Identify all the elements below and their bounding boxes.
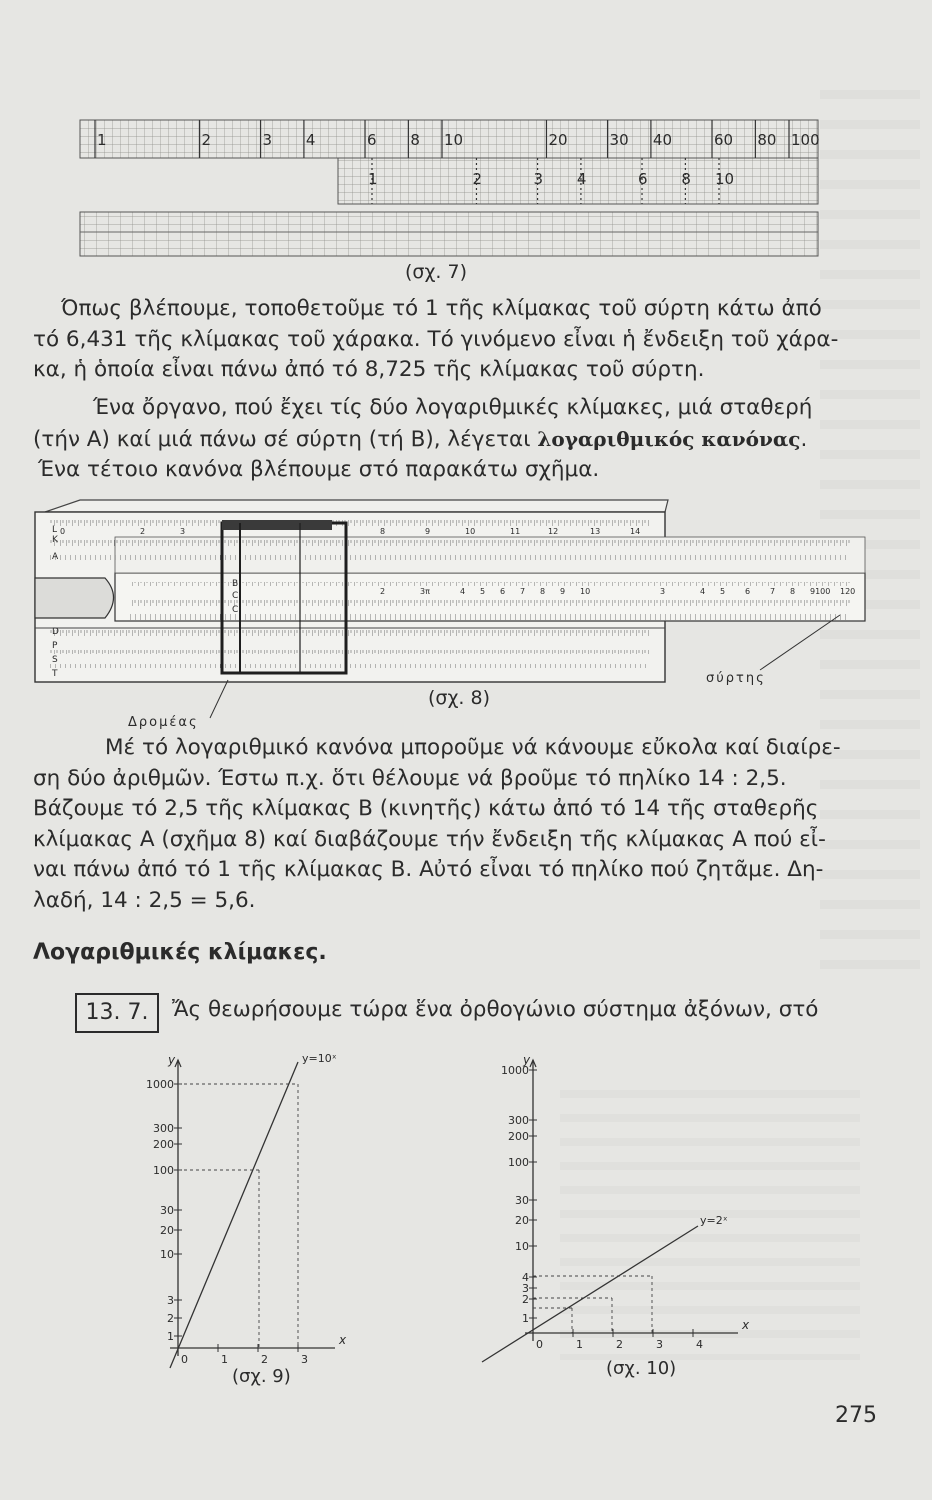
svg-text:120: 120 [840,587,856,596]
svg-text:8: 8 [380,527,386,536]
svg-text:7: 7 [520,587,526,596]
y-tick-label: 1 [522,1312,529,1325]
svg-text:10: 10 [465,527,476,536]
x-tick-label: 3 [656,1338,663,1351]
svg-text:5: 5 [720,587,726,596]
p1-line-1: Όπως βλέπουμε, τοποθετοῦμε τό 1 τῆς κλίμακας τοῦ σύρτη κάτω ἀπό [61,296,822,321]
y-tick-label: 300 [508,1114,529,1127]
p2-line-1: Ένα ὄργανο, πού ἔχει τίς δύο λογαριθμικές κλίμακες, μιά σταθερή [93,395,813,420]
p3-line-4: κλίμακας Α (σχῆμα 8) καί διαβάζουμε τήν ἔνδειξη τῆς κλίμακας Α πού εἶ- [33,826,826,852]
svg-text:12: 12 [548,527,559,536]
x-axis-label: x [339,1333,347,1347]
y-tick-label: 1000 [146,1078,174,1091]
p1-line-2: τό 6,431 τῆς κλίμακας τοῦ χάρακα. Τό γινόμενο εἶναι ἡ ἔνδειξη τοῦ χάρα- [33,326,839,352]
fig10-caption: (σχ. 10) [606,1358,677,1379]
fig7-upper-label: 60 [714,131,734,149]
fig7-lower-label: 3 [533,170,544,188]
p3-line-2: ση δύο ἀριθμῶν. Έστω π.χ. ὅτι θέλουμε νά βροῦμε τό πηλίκο 14 : 2,5. [33,765,787,791]
scale-letter: A [52,552,59,562]
figure-7 [0,0,932,290]
function-label: y=10ˣ [302,1052,337,1065]
y-tick-label: 300 [153,1122,174,1135]
fig7-upper-label: 40 [652,131,673,149]
fig7-upper-label: 2 [201,131,212,149]
x-tick-label: 0 [181,1353,188,1366]
svg-text:9100: 9100 [810,587,831,596]
x-tick-label: 3 [301,1353,308,1366]
fig7-caption: (σχ. 7) [405,261,468,283]
p2-line-2-pre: (τήν Α) καί μιά πάνω σέ σύρτη (τή Β), λέγεται [33,426,538,452]
fig7-upper-label: 1 [97,131,107,149]
fig7-upper-label: 3 [262,131,273,149]
y-axis-label: y [168,1053,176,1067]
scale-letter: B [232,579,239,589]
term-slide-rule: λογαριθμικός κανόνας [537,426,801,451]
fig7-lower-label: 8 [681,170,691,188]
y-tick-label: 200 [153,1138,174,1151]
svg-text:8: 8 [790,587,796,596]
y-tick-label: 10 [160,1248,174,1261]
fig7-upper-label: 8 [410,131,420,149]
svg-text:10: 10 [580,587,591,596]
svg-text:3π: 3π [420,587,430,596]
fig7-upper-label: 4 [305,131,316,149]
figure-8 [0,490,932,740]
svg-text:5: 5 [480,587,486,596]
function-line [170,1062,298,1368]
fig7-upper-label: 100 [791,131,820,149]
fig7-upper-label: 20 [548,131,568,149]
y-tick-label: 4 [522,1271,529,1284]
p2-line-3: Ένα τέτοιο κανόνα βλέπουμε στό παρακάτω σχῆμα. [38,457,600,482]
y-tick-label: 30 [515,1194,529,1207]
y-tick-label: 10 [515,1240,529,1253]
label-slide: σύρτης [706,671,766,686]
paragraph-3 [33,733,863,916]
svg-text:7: 7 [770,587,776,596]
svg-text:13: 13 [590,527,601,536]
section-heading: Λογαριθμικές κλίμακες. [33,940,327,965]
label-runner: Δρομέας [128,715,199,730]
svg-text:4: 4 [460,587,466,596]
p3-line-5: ναι πάνω ἀπό τό 1 τῆς κλίμακας Β. Αὐτό εἶναι τό πηλίκο πού ζητᾶμε. Δη- [33,857,824,882]
p3-line-3: Βάζουμε τό 2,5 τῆς κλίμακας Β (κινητῆς) κάτω ἀπό τό 14 τῆς σταθερῆς [33,796,819,821]
svg-text:0: 0 [60,527,66,536]
fig7-upper-label: 30 [609,131,629,149]
fig7-lower-label: 4 [576,170,587,188]
section-number-box: 13. 7. [75,993,159,1033]
svg-text:6: 6 [745,587,751,596]
y-tick-label: 1000 [501,1064,529,1077]
fig9-caption: (σχ. 9) [232,1366,291,1387]
fig7-lower-label: 6 [638,170,648,188]
p1-line-3: κα, ἡ ὁποία εἶναι πάνω ἀπό τό 8,725 τῆς κλίμακας τοῦ σύρτη. [33,357,705,382]
page-number: 275 [835,1403,877,1428]
x-axis-label: x [742,1318,750,1332]
scale-letter: L [52,525,58,535]
slide-leader-line [760,615,840,670]
y-tick-label: 200 [508,1130,529,1143]
x-tick-label: 1 [576,1338,583,1351]
figure-10 [470,1040,770,1400]
svg-text:11: 11 [510,527,521,536]
scale-letter: C [232,605,239,615]
scale-letter: S [52,655,58,665]
fig7-lower-strip [80,212,818,256]
y-tick-label: 3 [167,1294,174,1307]
slide-rule-stator [45,500,668,512]
y-tick-label: 20 [160,1224,174,1237]
section-intro-text: Ἄς θεωρήσουμε τώρα ἕνα ὀρθογώνιο σύστημα ἀξόνων, στό [172,997,819,1022]
runner-leader-line [210,680,228,718]
svg-text:3: 3 [180,527,186,536]
svg-text:6: 6 [500,587,506,596]
figure-9 [0,1040,430,1400]
scale-letter: P [52,641,58,651]
x-tick-label: 0 [536,1338,543,1351]
scale-letter: D [52,627,59,637]
x-tick-label: 1 [221,1353,228,1366]
y-tick-label: 100 [508,1156,529,1169]
p3-line-1: Μέ τό λογαριθμικό κανόνα μποροῦμε νά κάνουμε εὔκολα καί διαίρε- [105,735,841,760]
y-tick-label: 3 [522,1282,529,1295]
paragraph-2 [33,393,863,486]
paragraph-1 [33,294,863,386]
svg-text:2: 2 [380,587,386,596]
fig7-lower-label: 1 [368,170,378,188]
y-tick-label: 1 [167,1330,174,1343]
x-tick-label: 4 [696,1338,703,1351]
fig7-upper-label: 80 [757,131,777,149]
svg-text:9: 9 [425,527,431,536]
p2-line-2 [33,424,863,456]
svg-text:14: 14 [630,527,641,536]
y-tick-label: 100 [153,1164,174,1177]
y-tick-label: 2 [167,1312,174,1325]
fig7-lower-label: 2 [472,170,483,188]
p2-line-2-post: . [800,426,808,452]
y-tick-label: 30 [160,1204,174,1217]
x-tick-label: 2 [616,1338,623,1351]
svg-text:4: 4 [700,587,706,596]
y-tick-label: 2 [522,1293,529,1306]
scale-letter: CI [232,591,241,601]
scale-letter: T [52,669,58,679]
fig7-lower-label: 10 [715,170,735,188]
y-tick-label: 20 [515,1214,529,1227]
p3-line-6: λαδή, 14 : 2,5 = 5,6. [33,887,256,913]
x-tick-label: 2 [261,1353,268,1366]
fig7-upper-label: 10 [444,131,464,149]
svg-text:9: 9 [560,587,566,596]
svg-text:8: 8 [540,587,546,596]
fig8-caption: (σχ. 8) [428,687,491,709]
svg-text:3: 3 [660,587,666,596]
svg-text:2: 2 [140,527,146,536]
y-axis-label: y [523,1053,531,1067]
scale-letter: K [52,535,58,545]
fig7-upper-label: 6 [367,131,377,149]
function-label: y=2ˣ [700,1214,728,1227]
